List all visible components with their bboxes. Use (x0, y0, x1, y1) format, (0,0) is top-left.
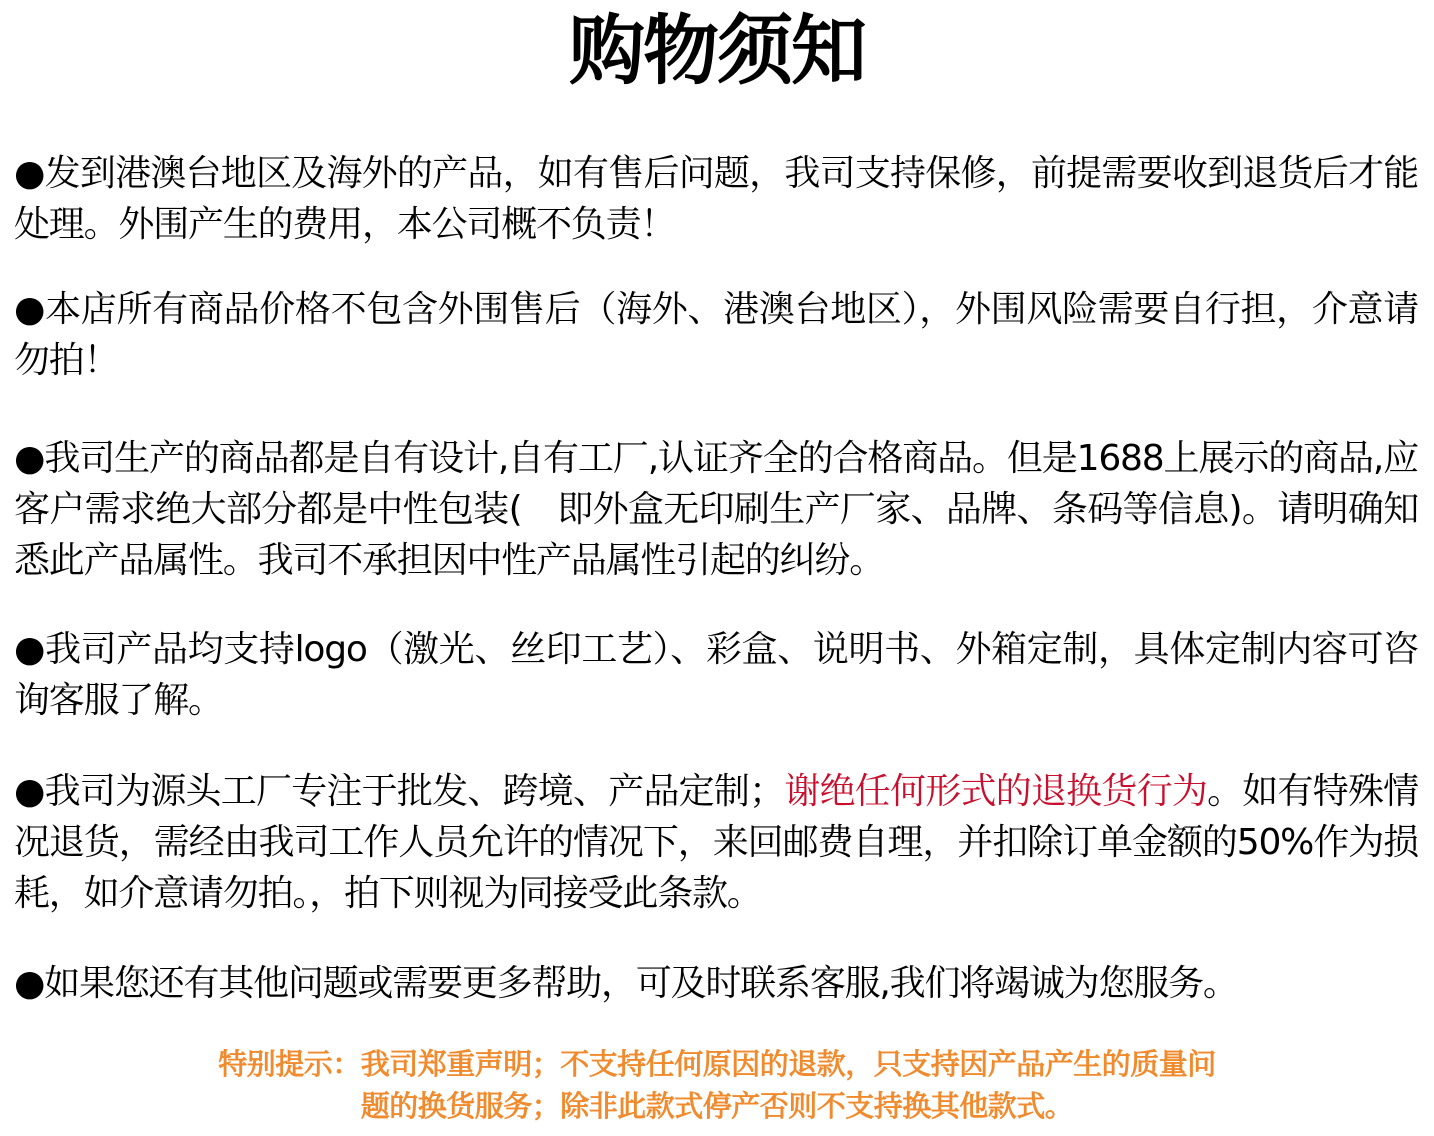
notice-text-after: 。如有特殊情况退货，需经由我司工作人员允许的情况下，来回邮费自理，并扣除订单金额的50%作为损耗，如介意请勿拍。，拍下则视为同接受此条款。 (14, 771, 1418, 914)
notice-item-contact-service (14, 958, 1418, 1009)
special-note-line-1: 特别提示：我司郑重声明；不支持任何原因的退款，只支持因产品产生的质量问 (218, 1047, 1216, 1081)
page-title: 购物须知 (569, 6, 865, 95)
bullet-icon: ● (14, 963, 45, 1004)
notice-text: 我司生产的商品都是自有设计,自有工厂,认证齐全的合格商品。但是1688上展示的商品,应客户需求绝大部分都是中性包装( 即外盒无印刷生产厂家、品牌、条码等信息)。请明确知悉此产品属性。我司不承担因中性产品属性引起的纠纷。 (14, 438, 1418, 581)
notice-text-before: 我司为源头工厂专注于批发、跨境、产品定制； (44, 771, 784, 812)
bullet-icon: ● (14, 289, 46, 330)
notice-text: 如果您还有其他问题或需要更多帮助，可及时联系客服,我们将竭诚为您服务。 (44, 963, 1238, 1004)
bullet-icon: ● (14, 153, 45, 194)
special-note (60, 1043, 1374, 1127)
notice-text: 我司产品均支持logo（激光、丝印工艺）、彩盒、说明书、外箱定制，具体定制内容可咨询客服了解。 (14, 629, 1418, 721)
special-note-line-2: 题的换货服务；除非此款式停产否则不支持换其他款式。 (360, 1089, 1074, 1123)
notice-item-neutral-packaging (14, 433, 1418, 586)
bullet-icon: ● (14, 629, 46, 670)
notice-item-return-policy (14, 766, 1418, 919)
notice-item-overseas-warranty (14, 148, 1418, 250)
bullet-icon: ● (14, 438, 45, 479)
notice-item-price-scope (14, 284, 1418, 386)
notice-text: 本店所有商品价格不包含外围售后（海外、港澳台地区），外围风险需要自行担，介意请勿拍！ (14, 289, 1419, 381)
bullet-icon: ● (14, 771, 45, 812)
notice-text: 发到港澳台地区及海外的产品，如有售后问题，我司支持保修，前提需要收到退货后才能处理。外围产生的费用，本公司概不负责！ (14, 153, 1418, 245)
notice-text-highlight: 谢绝任何形式的退换货行为 (783, 771, 1208, 812)
notice-item-customization (14, 624, 1418, 726)
